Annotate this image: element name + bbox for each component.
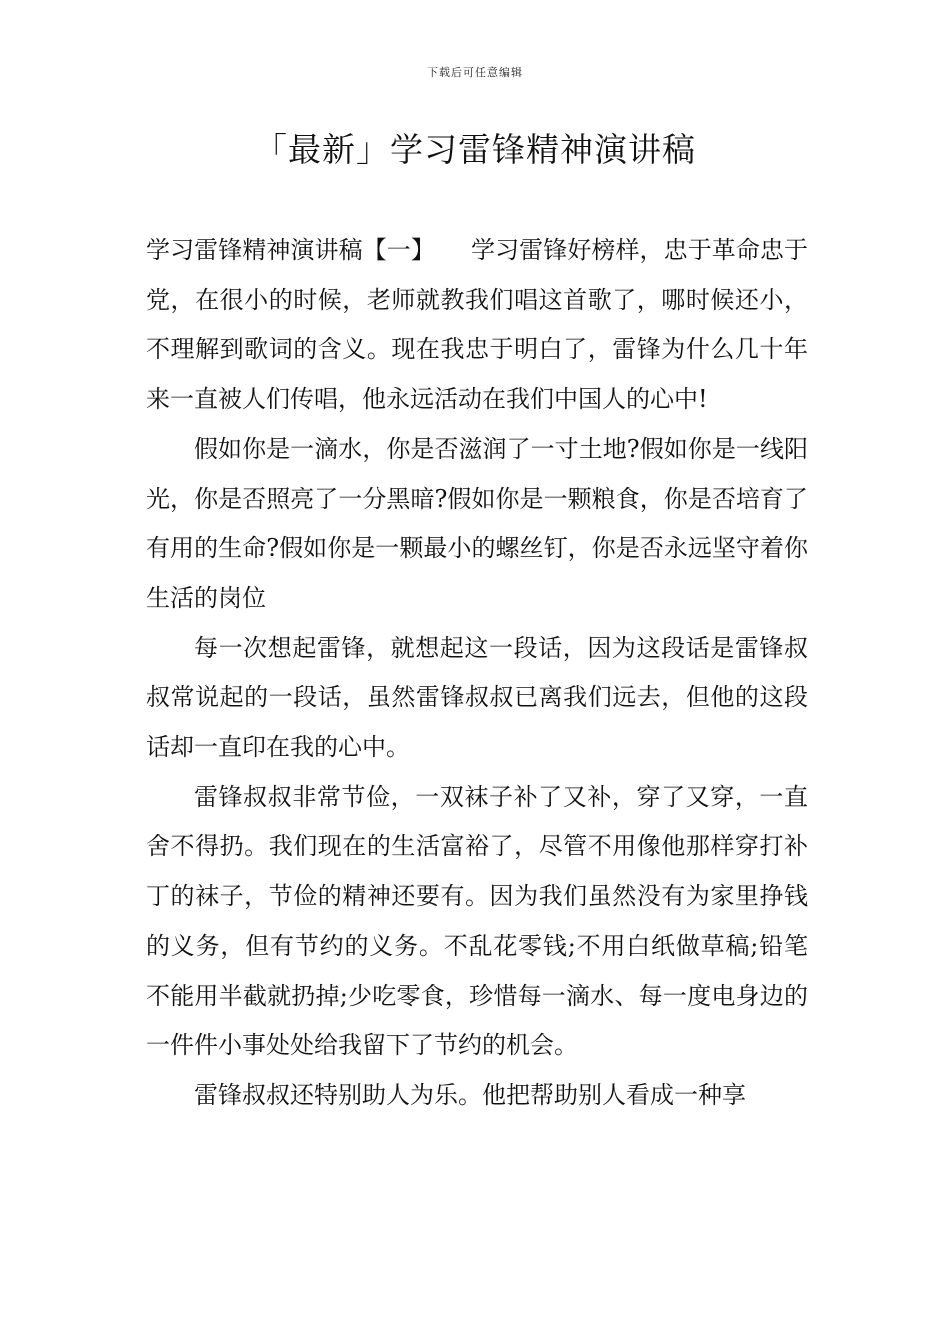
document-title: 「最新」学习雷锋精神演讲稿 xyxy=(254,130,696,169)
header-note: 下载后可任意编辑 xyxy=(427,66,523,79)
document-body xyxy=(146,226,808,1121)
paragraph-5: 雷锋叔叔还特别助人为乐。他把帮助别人看成一种享 xyxy=(194,1080,746,1109)
paragraph-3: 每一次想起雷锋，就想起这一段话，因为这段话是雷锋叔叔常说起的一段话，虽然雷锋叔叔已离我们远去，但他的这段话却一直印在我的心中。 xyxy=(146,633,808,762)
paragraph-2: 假如你是一滴水，你是否滋润了一寸土地?假如你是一线阳光，你是否照亮了一分黑暗?假如你是一颗粮食，你是否培育了有用的生命?假如你是一颗最小的螺丝钉，你是否永远坚守着你生活的岗位 xyxy=(146,434,808,612)
paragraph-1: 学习雷锋精神演讲稿【一】 学习雷锋好榜样，忠于革命忠于党，在很小的时候，老师就教我们唱这首歌了，哪时候还小，不理解到歌词的含义。现在我忠于明白了，雷锋为什么几十年来一直被人们传唱，他永远活动在我们中国人的心中! xyxy=(146,236,808,414)
paragraph-4: 雷锋叔叔非常节俭，一双袜子补了又补，穿了又穿，一直舍不得扔。我们现在的生活富裕了，尽管不用像他那样穿打补丁的袜子，节俭的精神还要有。因为我们虽然没有为家里挣钱的义务，但有节约的义务。不乱花零钱;不用白纸做草稿;铅笔不能用半截就扔掉;少吃零食，珍惜每一滴水、每一度电身边的一件件小事处处给我留下了节约的机会。 xyxy=(146,782,808,1060)
